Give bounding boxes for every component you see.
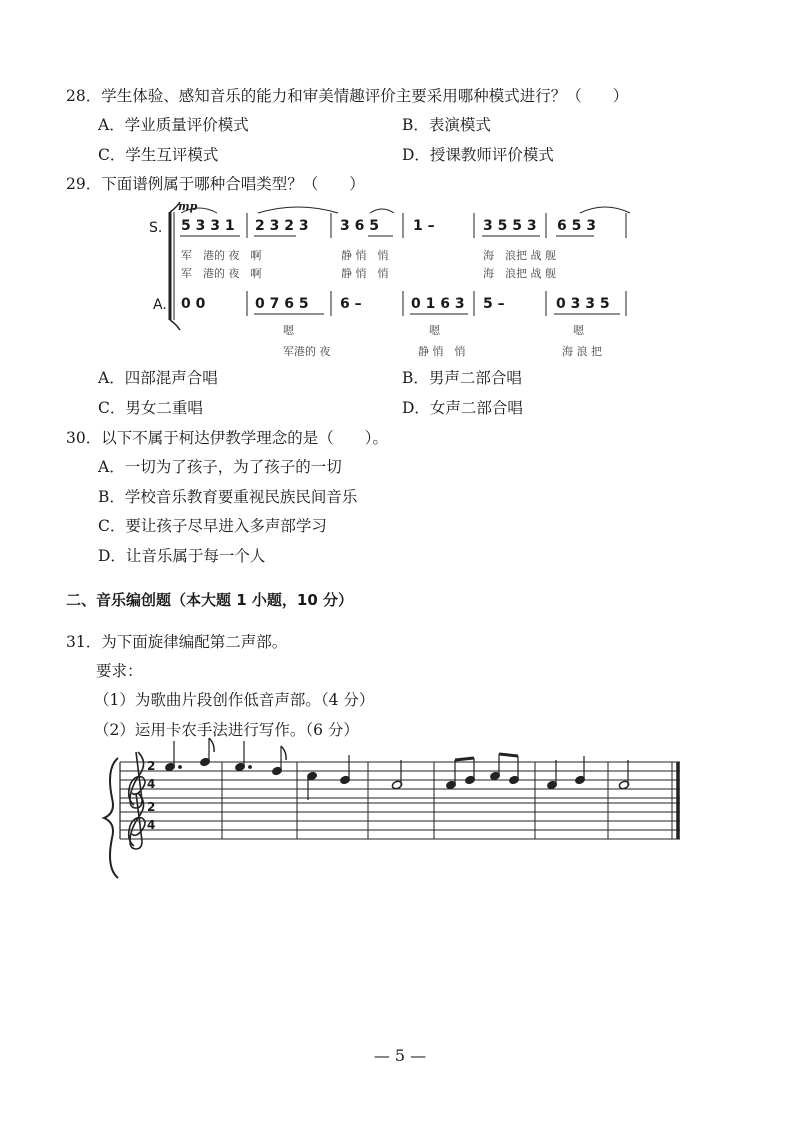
- q30-option-d: D．让音乐属于每一个人: [98, 547, 266, 565]
- soprano-lyric-line1: 静 悄 悄: [341, 249, 389, 262]
- soprano-lyric-line1: 海 浪把 战 舰: [483, 249, 556, 262]
- soprano-lyric-line2: 海 浪把 战 舰: [483, 267, 556, 280]
- section2-title: 二、音乐编创题（本大题 1 小题，10 分）: [66, 591, 353, 609]
- q29-option-a: A．四部混声合唱: [98, 369, 218, 387]
- q31-requirement-label: 要求：: [96, 662, 143, 680]
- alto-hum: 嗯: [283, 324, 294, 337]
- alto-measure: 0 7 6 5: [255, 296, 309, 312]
- soprano-label: S.: [149, 220, 163, 236]
- time-sig-lower-top: 2: [147, 800, 156, 814]
- time-sig-upper-top: 2: [147, 759, 156, 773]
- melody-notes: [165, 738, 630, 800]
- alto-lyric: 海 浪 把: [562, 345, 602, 358]
- time-sig-lower-bottom: 4: [147, 818, 156, 832]
- q28-option-d: D．授课教师评价模式: [402, 146, 554, 164]
- q30-stem: 30．以下不属于柯达伊教学理念的是（ ）。: [66, 429, 388, 447]
- q29-stem: 29．下面谱例属于哪种合唱类型？（ ）: [66, 175, 365, 193]
- soprano-lyric-line1: 军 港的 夜 啊: [181, 249, 262, 262]
- q28-option-b: B．表演模式: [402, 116, 491, 134]
- alto-hum: 嗯: [573, 324, 584, 337]
- soprano-measure: 2 3 2 3: [255, 218, 309, 234]
- q29-option-d: D．女声二部合唱: [402, 399, 523, 417]
- soprano-measure: 3 5 5 3: [483, 218, 537, 234]
- q30-option-b: B．学校音乐教育要重视民族民间音乐: [98, 488, 358, 506]
- alto-measure: 0 3 3 5: [556, 296, 610, 312]
- time-sig-upper-bottom: 4: [147, 777, 156, 791]
- dynamic-mark: mp: [178, 200, 198, 213]
- q31-requirement-2: （2）运用卡农手法进行写作。（6 分）: [94, 721, 359, 739]
- soprano-measure: 1 –: [413, 218, 435, 234]
- alto-measure: 5 –: [483, 296, 505, 312]
- alto-label: A.: [153, 297, 167, 313]
- soprano-measure: 5 3 3 1: [181, 218, 235, 234]
- page-number: — 5 —: [373, 1046, 427, 1065]
- q31-stem: 31．为下面旋律编配第二声部。: [66, 633, 288, 651]
- q31-requirement-1: （1）为歌曲片段创作低音声部。（4 分）: [94, 691, 375, 709]
- q28-option-c: C．学生互评模式: [98, 146, 219, 164]
- alto-measure: 6 –: [340, 296, 362, 312]
- q30-option-a: A．一切为了孩子，为了孩子的一切: [98, 458, 342, 476]
- alto-measure: 0 1 6 3: [411, 296, 465, 312]
- soprano-measure: 3 6 5: [340, 218, 379, 234]
- q28-stem: 28．学生体验、感知音乐的能力和审美情趣评价主要采用哪种模式进行？（ ）: [66, 87, 629, 105]
- soprano-lyric-line2: 军 港的 夜 啊: [181, 267, 262, 280]
- alto-hum: 嗯: [429, 324, 440, 337]
- q29-option-c: C．男女二重唱: [98, 399, 203, 417]
- q28-option-a: A．学业质量评价模式: [98, 116, 249, 134]
- q30-option-c: C．要让孩子尽早进入多声部学习: [98, 517, 327, 535]
- alto-lyric: 静 悄 悄: [418, 345, 466, 358]
- alto-lyric: 军港的 夜: [283, 345, 331, 358]
- soprano-lyric-line2: 静 悄 悄: [341, 267, 389, 280]
- alto-measure: 0 0: [181, 296, 206, 312]
- q29-option-b: B．男声二部合唱: [402, 369, 522, 387]
- soprano-measure: 6 5 3: [557, 218, 596, 234]
